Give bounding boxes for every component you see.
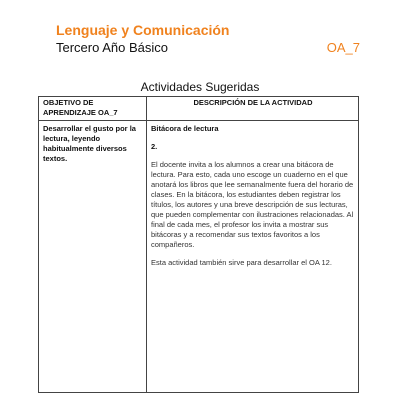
table-header-row: [39, 97, 359, 121]
activities-table: [38, 96, 359, 393]
oa-code-label: OA_7: [326, 40, 360, 55]
activity-title: Bitácora de lectura: [151, 124, 219, 133]
section-title: Actividades Sugeridas: [140, 80, 260, 94]
grade-row: [56, 39, 360, 56]
table-row: [39, 121, 359, 393]
grade-label: Tercero Año Básico: [56, 40, 169, 55]
objective-cell: Desarrollar el gusto por la lectura, leyendo habitualmente diversos textos.: [39, 121, 147, 393]
subject-title: Lenguaje y Comunicación: [56, 22, 230, 38]
description-cell: [147, 121, 359, 393]
activity-body: El docente invita a los alumnos a crear una bitácora de lectura. Para esto, cada uno escoge un cuaderno en el que anotará los libros que lee semanalmente fuera del horario de clases. En la bitácora, los estudiantes deben registrar los títulos, los autores y una breve descripción de sus lecturas, que pueden complementar con ilustraciones relacionadas. Al final de cada mes, el profesor los invita a mostrar sus bitácoras y a recomendar sus textos favoritos a los compañeros.: [151, 160, 354, 249]
objective-column-header: OBJETIVO DE APRENDIZAJE OA_7: [39, 97, 147, 121]
activity-number: 2.: [151, 142, 158, 151]
document-header: [56, 22, 360, 56]
activity-note: Esta actividad también sirve para desarrollar el OA 12.: [151, 258, 332, 267]
description-column-header: DESCRIPCIÓN DE LA ACTIVIDAD: [147, 97, 359, 121]
